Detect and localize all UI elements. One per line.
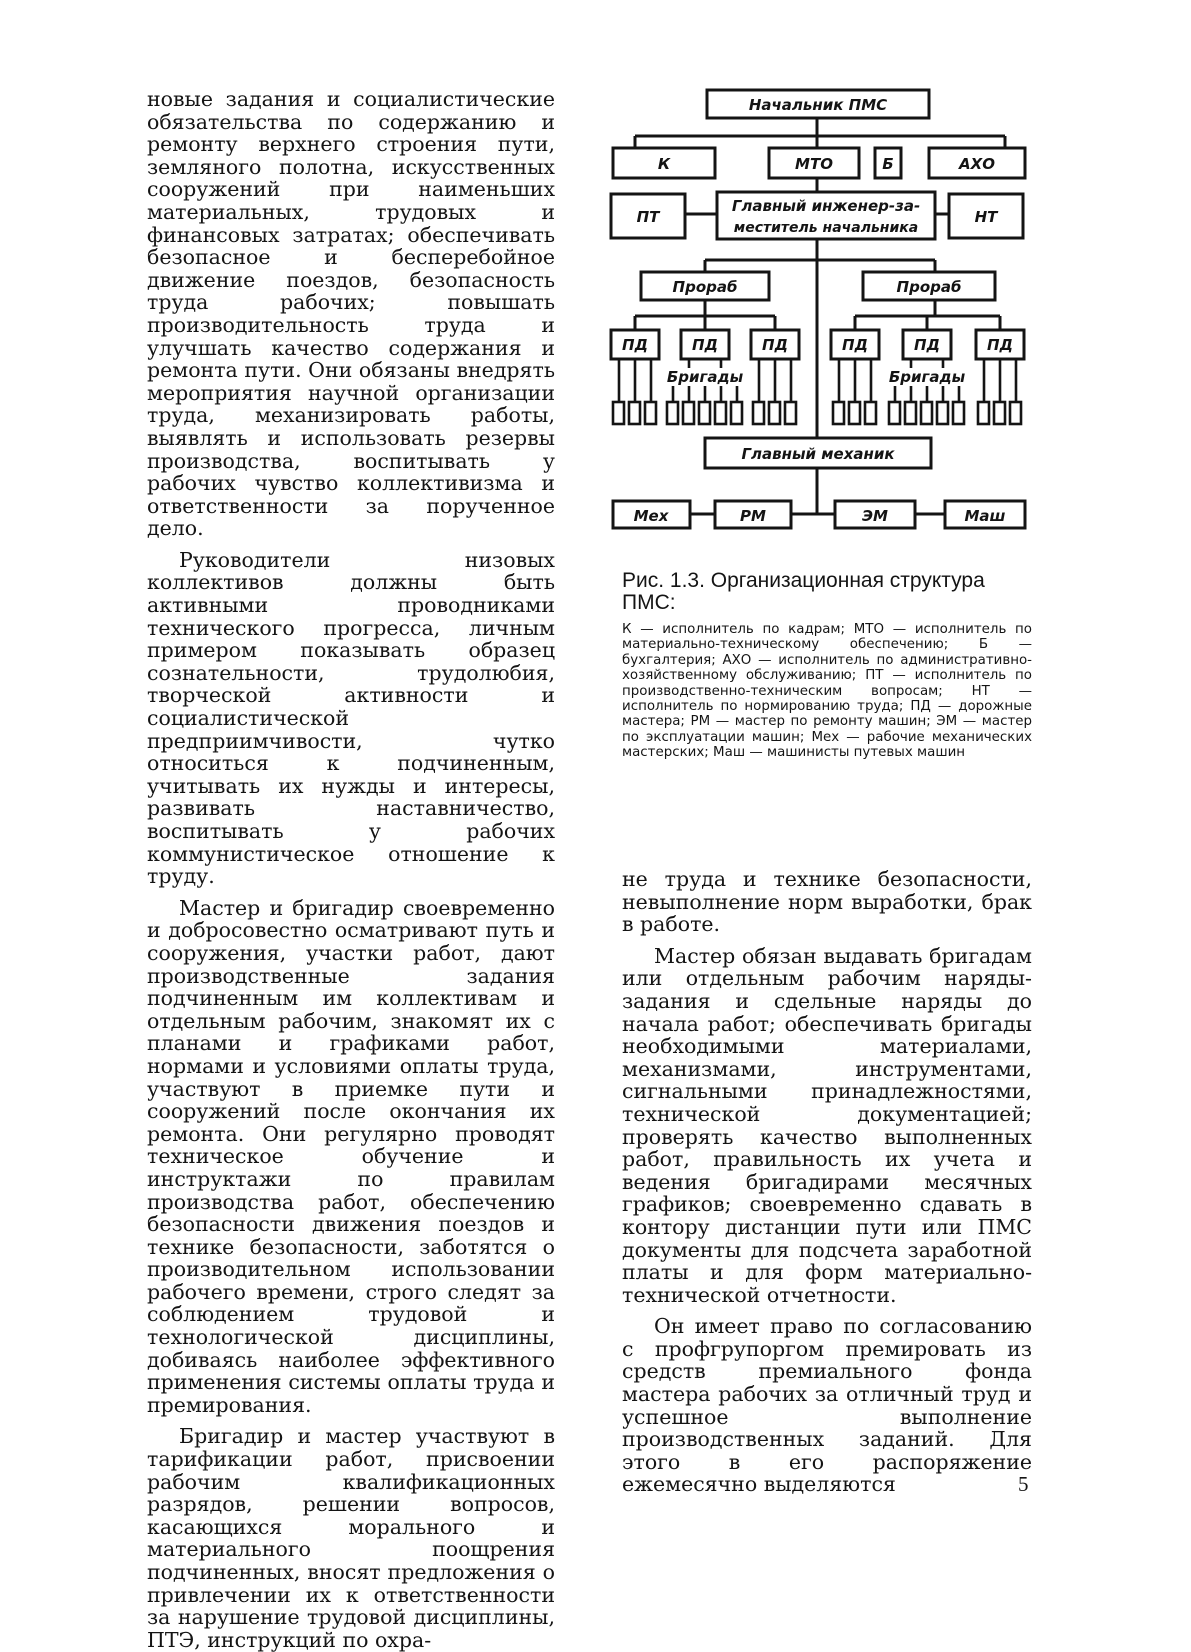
right-text-column bbox=[622, 868, 1032, 1496]
mash-label: Маш bbox=[964, 507, 1006, 525]
left-text-column bbox=[147, 88, 555, 1651]
pd-label: ПД bbox=[762, 336, 788, 354]
pd-label: ПД bbox=[622, 336, 648, 354]
k-label: К bbox=[657, 155, 671, 173]
chief-engineer-label-line1: Главный инженер-за- bbox=[731, 197, 921, 215]
paragraph: не труда и технике безопасности, невыполнение норм выработки, брак в работе. bbox=[622, 867, 1032, 937]
pd-label: ПД bbox=[914, 336, 940, 354]
aho-label: АХО bbox=[959, 155, 995, 173]
paragraph: Мастер и бригадир своевременно и добросовестно осматривают путь и сооружения, участки работ, дают производственные задания подчиненным им коллективам и отдельным рабочим, знакомят их с планами и графиками работ, нормами и условиями оплаты труда, участвуют в приемке пути и сооружений после окончания их ремонта. Они регулярно проводят техническое обучение и инструктажи по правилам производства работ, обеспечению безопасности движения поездов и технике безопасности, заботятся о производительном использовании рабочего времени, строго следят за соблюдением трудовой и технологической дисциплины, добиваясь наиболее эффективного применения системы оплаты труда и премирования. bbox=[147, 895, 555, 1417]
figure-caption-title: Рис. 1.3. Организационная структура ПМС: bbox=[622, 569, 985, 614]
pd-label: ПД bbox=[987, 336, 1013, 354]
org-chart bbox=[605, 84, 1035, 534]
chief-mechanic-label: Главный механик bbox=[741, 445, 895, 463]
prorab-left-label: Прораб bbox=[672, 278, 738, 296]
b-label: Б bbox=[882, 155, 894, 173]
em-label: ЭМ bbox=[862, 507, 888, 525]
brigades-label-left: Бригады bbox=[666, 368, 744, 386]
brigades-label-right: Бригады bbox=[888, 368, 966, 386]
mto-label: МТО bbox=[795, 155, 833, 173]
figure-caption bbox=[622, 570, 1032, 761]
head-label: Начальник ПМС bbox=[748, 96, 888, 114]
figure-caption-legend: К — исполнитель по кадрам; МТО — исполнитель по материально-техническому обеспечению; Б — бухгалтерия; АХО — исполнитель по административно-хозяйственному обслуживанию; ПТ — исполнитель по производственно-техническим вопросам; НТ — исполнитель по нормированию труда; ПД — дорожные мастера; РМ — мастер по ремонту машин; ЭМ — мастер по эксплуатации машин; Мех — рабочие механических мастерских; Маш — машинисты путевых машин bbox=[622, 622, 1032, 761]
org-chart-svg bbox=[605, 84, 1035, 534]
chief-engineer-label-line2: меститель начальника bbox=[733, 220, 919, 236]
prorab-right-label: Прораб bbox=[896, 278, 962, 296]
paragraph: Бригадир и мастер участвуют в тарификации работ, присвоении рабочим квалификационных разрядов, решении вопросов, касающихся морального и материального поощрения подчиненных, вносят предложения о привлечении их к ответственности за нарушение трудовой дисциплины, ПТЭ, инструкций по охра- bbox=[147, 1424, 555, 1652]
pd-label: ПД bbox=[842, 336, 868, 354]
rm-label: РМ bbox=[740, 507, 766, 525]
paragraph: новые задания и социалистические обязательства по содержанию и ремонту верхнего строения пути, земляного полотна, искусственных сооружений при наименьших материальных, трудовых и финансовых затратах; обеспечивать безопасное и бесперебойное движение поездов, безопасность труда рабочих; повышать производительность труда и улучшать качество содержания и ремонта пути. Они обязаны внедрять мероприятия научной организации труда, механизировать работы, выявлять и использовать резервы производства, воспитывать у рабочих чувство коллективизма и ответственности за порученное дело. bbox=[147, 87, 555, 541]
paragraph: Руководители низовых коллективов должны быть активными проводниками технического прогресса, личным примером показывать образец сознательности, трудолюбия, творческой активности и социалистической предприимчивости, чутко относиться к подчиненным, учитывать их нужды и интересы, развивать наставничество, воспитывать у рабочих коммунистическое отношение к труду. bbox=[147, 547, 555, 889]
page-number: 5 bbox=[1018, 1472, 1029, 1496]
mekh-label: Мех bbox=[633, 507, 669, 525]
paragraph: Мастер обязан выдавать бригадам или отдельным рабочим наряды-задания и сдельные наряды до начала работ; обеспечивать бригады необходимыми материалами, механизмами, инструментами, сигнальными принадлежностями, технической документацией; проверять качество выполненных работ, правильность их учета и ведения бригадирами месячных графиков; своевременно сдавать в контору дистанции пути или ПМС документы для подсчета заработной платы и для форм материально-технической отчетности. bbox=[622, 943, 1032, 1307]
nt-label: НТ bbox=[974, 208, 998, 226]
paragraph: Он имеет право по согласованию с профгрупоргом премировать из средств премиального фонда мастера рабочих за отличный труд и успешное выполнение производственных заданий. Для этого в его распоряжение ежемесячно выделяются bbox=[622, 1314, 1032, 1497]
pt-label: ПТ bbox=[636, 208, 660, 226]
pd-label: ПД bbox=[692, 336, 718, 354]
